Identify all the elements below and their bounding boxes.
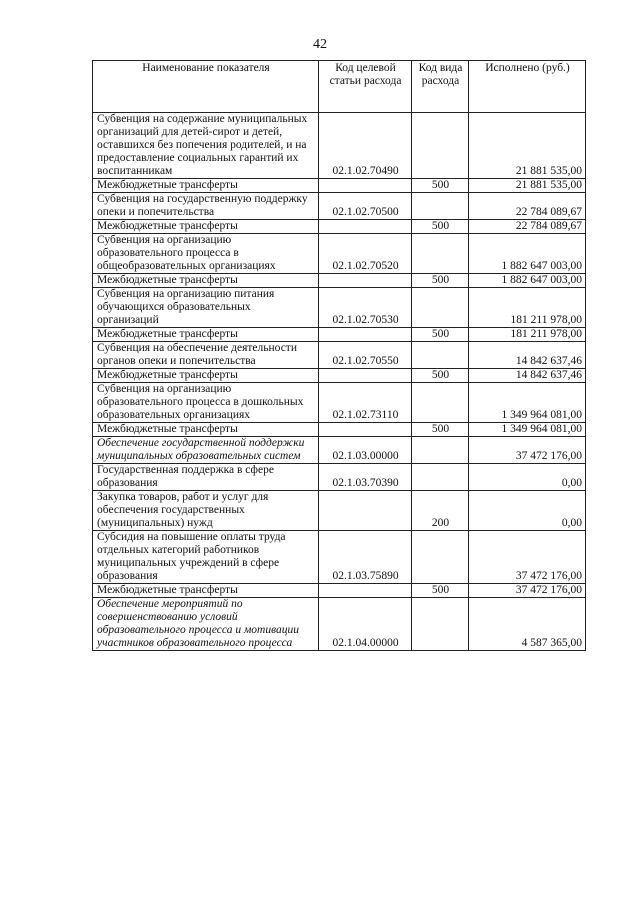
cell-executed: 21 881 535,00 — [469, 179, 586, 193]
cell-target-code — [319, 423, 412, 437]
table-header-row — [93, 61, 586, 113]
cell-executed: 14 842 637,46 — [469, 342, 586, 369]
header-executed: Исполнено (руб.) — [469, 61, 586, 113]
header-expense-type: Код вида расхода — [412, 61, 469, 113]
table-row — [93, 288, 586, 328]
cell-indicator-name: Межбюджетные трансферты — [93, 328, 319, 342]
cell-indicator-name: Обеспечение мероприятий по совершенствованию условий образовательного процесса и мотивации участников образовательного процесса — [93, 598, 319, 651]
cell-target-code: 02.1.04.00000 — [319, 598, 412, 651]
table-row — [93, 369, 586, 383]
table-row — [93, 342, 586, 369]
cell-indicator-name: Субвенция на содержание муниципальных организаций для детей-сирот и детей, оставшихся без попечения родителей, и на предоставление социальных гарантий их воспитанникам — [93, 113, 319, 179]
cell-indicator-name: Субвенция на обеспечение деятельности органов опеки и попечительства — [93, 342, 319, 369]
table-row — [93, 598, 586, 651]
cell-target-code — [319, 328, 412, 342]
cell-executed: 22 784 089,67 — [469, 193, 586, 220]
table-row — [93, 193, 586, 220]
cell-target-code — [319, 220, 412, 234]
cell-expense-type — [412, 531, 469, 584]
cell-indicator-name: Субвенция на государственную поддержку опеки и попечительства — [93, 193, 319, 220]
cell-indicator-name: Субсидия на повышение оплаты труда отдельных категорий работников муниципальных учреждений в сфере образования — [93, 531, 319, 584]
cell-target-code: 02.1.02.70520 — [319, 234, 412, 274]
table-row — [93, 464, 586, 491]
cell-target-code: 02.1.02.70490 — [319, 113, 412, 179]
table-row — [93, 234, 586, 274]
cell-expense-type: 500 — [412, 274, 469, 288]
cell-target-code: 02.1.03.70390 — [319, 464, 412, 491]
cell-indicator-name: Субвенция на организацию образовательного процесса в дошкольных образовательных организациях — [93, 383, 319, 423]
table-row — [93, 220, 586, 234]
cell-expense-type — [412, 288, 469, 328]
cell-indicator-name: Межбюджетные трансферты — [93, 369, 319, 383]
cell-executed: 14 842 637,46 — [469, 369, 586, 383]
cell-executed: 0,00 — [469, 491, 586, 531]
cell-target-code: 02.1.02.70530 — [319, 288, 412, 328]
cell-expense-type — [412, 464, 469, 491]
cell-target-code: 02.1.02.70550 — [319, 342, 412, 369]
cell-indicator-name: Субвенция на организацию образовательного процесса в общеобразовательных организациях — [93, 234, 319, 274]
cell-expense-type — [412, 437, 469, 464]
cell-expense-type: 500 — [412, 179, 469, 193]
cell-executed: 0,00 — [469, 464, 586, 491]
cell-expense-type — [412, 342, 469, 369]
cell-executed: 37 472 176,00 — [469, 437, 586, 464]
cell-target-code: 02.1.02.70500 — [319, 193, 412, 220]
table-row — [93, 437, 586, 464]
table-row — [93, 584, 586, 598]
cell-executed: 1 882 647 003,00 — [469, 234, 586, 274]
cell-executed: 1 882 647 003,00 — [469, 274, 586, 288]
cell-expense-type — [412, 234, 469, 274]
cell-expense-type — [412, 383, 469, 423]
table-row — [93, 383, 586, 423]
table-row — [93, 274, 586, 288]
table-row — [93, 113, 586, 179]
cell-executed: 37 472 176,00 — [469, 584, 586, 598]
cell-indicator-name: Обеспечение государственной поддержки муниципальных образовательных систем — [93, 437, 319, 464]
cell-executed: 4 587 365,00 — [469, 598, 586, 651]
budget-execution-table — [92, 60, 586, 651]
cell-target-code — [319, 369, 412, 383]
cell-expense-type: 500 — [412, 423, 469, 437]
cell-expense-type: 500 — [412, 584, 469, 598]
cell-executed: 1 349 964 081,00 — [469, 423, 586, 437]
cell-indicator-name: Межбюджетные трансферты — [93, 274, 319, 288]
cell-executed: 181 211 978,00 — [469, 288, 586, 328]
cell-expense-type: 500 — [412, 369, 469, 383]
cell-indicator-name: Закупка товаров, работ и услуг для обеспечения государственных (муниципальных) нужд — [93, 491, 319, 531]
page-number: 42 — [313, 37, 327, 52]
cell-target-code: 02.1.03.00000 — [319, 437, 412, 464]
cell-expense-type — [412, 113, 469, 179]
cell-indicator-name: Субвенция на организацию питания обучающихся образовательных организаций — [93, 288, 319, 328]
table-row — [93, 531, 586, 584]
cell-target-code: 02.1.02.73110 — [319, 383, 412, 423]
table-row — [93, 179, 586, 193]
table-row — [93, 423, 586, 437]
cell-executed: 181 211 978,00 — [469, 328, 586, 342]
cell-indicator-name: Межбюджетные трансферты — [93, 220, 319, 234]
table-row — [93, 328, 586, 342]
header-indicator-name: Наименование показателя — [93, 61, 319, 113]
cell-indicator-name: Межбюджетные трансферты — [93, 584, 319, 598]
table-row — [93, 491, 586, 531]
header-target-code: Код целевой статьи расхода — [319, 61, 412, 113]
cell-expense-type — [412, 598, 469, 651]
cell-executed: 1 349 964 081,00 — [469, 383, 586, 423]
cell-executed: 21 881 535,00 — [469, 113, 586, 179]
cell-executed: 37 472 176,00 — [469, 531, 586, 584]
cell-target-code — [319, 584, 412, 598]
cell-executed: 22 784 089,67 — [469, 220, 586, 234]
cell-expense-type: 500 — [412, 220, 469, 234]
cell-expense-type — [412, 193, 469, 220]
cell-indicator-name: Межбюджетные трансферты — [93, 423, 319, 437]
cell-target-code — [319, 491, 412, 531]
table-body — [93, 113, 586, 651]
cell-expense-type: 200 — [412, 491, 469, 531]
cell-indicator-name: Межбюджетные трансферты — [93, 179, 319, 193]
cell-expense-type: 500 — [412, 328, 469, 342]
cell-target-code — [319, 274, 412, 288]
cell-target-code — [319, 179, 412, 193]
cell-indicator-name: Государственная поддержка в сфере образования — [93, 464, 319, 491]
cell-target-code: 02.1.03.75890 — [319, 531, 412, 584]
